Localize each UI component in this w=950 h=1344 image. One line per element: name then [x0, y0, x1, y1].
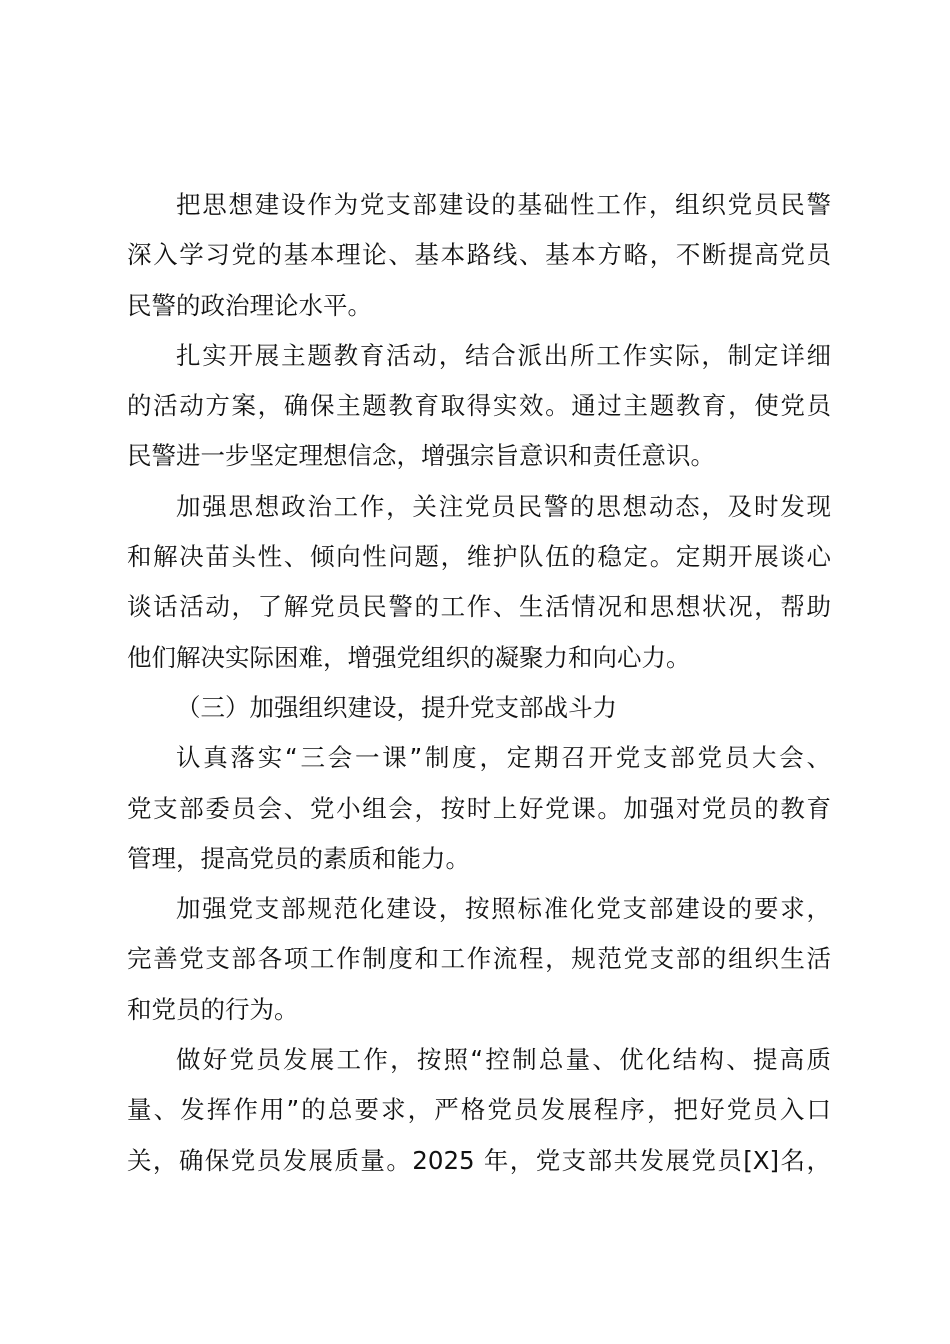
paragraph-line: 管理，提高党员的素质和能力。 — [127, 843, 470, 873]
paragraph-ideological-building — [127, 180, 831, 331]
paragraph-line: 的活动方案，确保主题教育取得实效。通过主题教育，使党员 — [127, 391, 831, 421]
paragraph-political-work — [127, 482, 831, 683]
document-body — [127, 180, 831, 1186]
paragraph-three-meetings — [127, 733, 831, 884]
paragraph-line: 做好党员发展工作，按照“控制总量、优化结构、提高质 — [176, 1045, 831, 1075]
section-heading-organization — [127, 683, 831, 733]
paragraph-standardization — [127, 884, 831, 1035]
paragraph-line: 民警进一步坚定理想信念，增强宗旨意识和责任意识。 — [127, 441, 715, 471]
paragraph-line: 完善党支部各项工作制度和工作流程，规范党支部的组织生活 — [127, 944, 831, 974]
paragraph-line: 加强思想政治工作，关注党员民警的思想动态，及时发现 — [176, 491, 831, 521]
paragraph-line: 深入学习党的基本理论、基本路线、基本方略，不断提高党员 — [127, 240, 831, 270]
paragraph-line: 党支部委员会、党小组会，按时上好党课。加强对党员的教育 — [127, 793, 831, 823]
paragraph-theme-education — [127, 331, 831, 482]
paragraph-line: 加强党支部规范化建设，按照标准化党支部建设的要求， — [176, 894, 831, 924]
paragraph-line: 民警的政治理论水平。 — [127, 290, 372, 320]
paragraph-line: 扎实开展主题教育活动，结合派出所工作实际，制定详细 — [176, 340, 831, 370]
paragraph-line: 认真落实“三会一课”制度，定期召开党支部党员大会、 — [176, 743, 831, 773]
paragraph-line: 关，确保党员发展质量。2025 年，党支部共发展党员[X]名， — [127, 1145, 831, 1175]
paragraph-line: 谈话活动，了解党员民警的工作、生活情况和思想状况，帮助 — [127, 592, 831, 622]
paragraph-member-development — [127, 1035, 831, 1186]
paragraph-line: 他们解决实际困难，增强党组织的凝聚力和向心力。 — [127, 642, 691, 672]
section-heading-line: （三）加强组织建设，提升党支部战斗力 — [176, 692, 617, 722]
paragraph-line: 量、发挥作用”的总要求，严格党员发展程序，把好党员入口 — [127, 1095, 831, 1125]
paragraph-line: 把思想建设作为党支部建设的基础性工作，组织党员民警 — [176, 190, 831, 219]
paragraph-line: 和党员的行为。 — [127, 994, 299, 1024]
paragraph-line: 和解决苗头性、倾向性问题，维护队伍的稳定。定期开展谈心 — [127, 542, 831, 572]
